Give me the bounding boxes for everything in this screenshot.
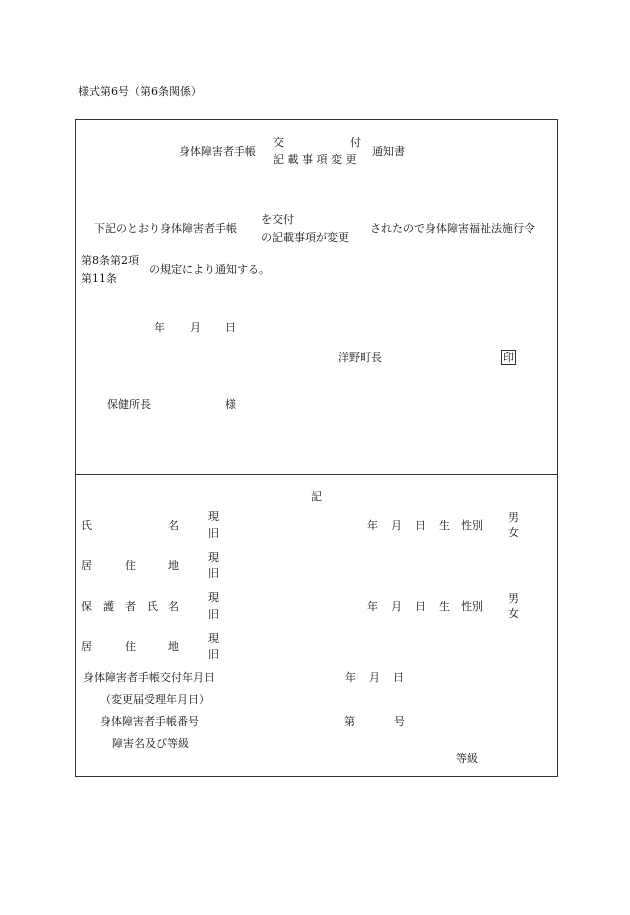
record-heading: 記 bbox=[311, 490, 322, 503]
body-option-issue: を交付 bbox=[261, 213, 294, 226]
guardian-sex-female: 女 bbox=[508, 607, 519, 620]
guardian-current-mark: 現 bbox=[208, 591, 219, 604]
title-option-issue-1: 交 bbox=[273, 136, 284, 149]
guardian-addr-label-1: 居 bbox=[81, 640, 92, 653]
date-month: 月 bbox=[190, 321, 201, 334]
guardian-former-mark: 旧 bbox=[208, 608, 219, 621]
title-prefix: 身体障害者手帳 bbox=[179, 145, 256, 158]
title-option-change: 記 載 事 項 変 更 bbox=[273, 153, 357, 166]
guardian-sex-label: 性別 bbox=[461, 600, 483, 613]
article-ref-2: 第11条 bbox=[81, 272, 117, 285]
guardian-birth-born: 生 bbox=[439, 600, 450, 613]
body-prefix: 下記のとおり身体障害者手帳 bbox=[94, 222, 237, 235]
number-suffix: 号 bbox=[394, 715, 405, 728]
birth-day: 日 bbox=[415, 519, 426, 532]
addr-label-1: 居 bbox=[81, 559, 92, 572]
issue-date-label: 身体障害者手帳交付年月日 bbox=[83, 671, 215, 684]
name-label-2: 名 bbox=[168, 519, 179, 532]
change-date-label: （変更届受理年月日） bbox=[100, 693, 210, 706]
seal-mark: 印 bbox=[503, 351, 514, 364]
guardian-addr-former-mark: 旧 bbox=[208, 648, 219, 661]
disability-label: 障害名及び等級 bbox=[112, 737, 189, 750]
name-label-1: 氏 bbox=[81, 519, 92, 532]
guardian-addr-current-mark: 現 bbox=[208, 632, 219, 645]
article-ref-1: 第8条第2項 bbox=[81, 254, 139, 267]
guardian-label-4: 氏 bbox=[147, 600, 158, 613]
issue-day: 日 bbox=[393, 671, 404, 684]
body-option-change: の記載事項が変更 bbox=[261, 231, 349, 244]
name-former-mark: 旧 bbox=[208, 527, 219, 540]
addr-current-mark: 現 bbox=[208, 551, 219, 564]
name-current-mark: 現 bbox=[208, 510, 219, 523]
grade-suffix: 等級 bbox=[456, 752, 478, 765]
issue-month: 月 bbox=[369, 671, 380, 684]
number-label: 身体障害者手帳番号 bbox=[100, 715, 199, 728]
article-suffix: の規定により通知する。 bbox=[149, 263, 270, 276]
addressee: 保健所長 bbox=[107, 398, 151, 411]
sex-label: 性別 bbox=[461, 519, 483, 532]
guardian-birth-year: 年 bbox=[367, 600, 378, 613]
number-prefix: 第 bbox=[344, 715, 355, 728]
issuer: 洋野町長 bbox=[338, 351, 382, 364]
guardian-label-3: 者 bbox=[125, 600, 136, 613]
date-day: 日 bbox=[225, 321, 236, 334]
addr-label-2: 住 bbox=[125, 559, 136, 572]
sex-female: 女 bbox=[508, 526, 519, 539]
birth-year: 年 bbox=[367, 519, 378, 532]
section-divider bbox=[75, 474, 558, 475]
title-option-issue-2: 付 bbox=[350, 136, 361, 149]
addr-former-mark: 旧 bbox=[208, 567, 219, 580]
guardian-addr-label-3: 地 bbox=[168, 640, 179, 653]
birth-born: 生 bbox=[439, 519, 450, 532]
form-id: 様式第6号（第6条関係） bbox=[78, 85, 202, 98]
honorific: 様 bbox=[225, 398, 236, 411]
addr-label-3: 地 bbox=[168, 559, 179, 572]
title-suffix: 通知書 bbox=[372, 145, 405, 158]
guardian-addr-label-2: 住 bbox=[125, 640, 136, 653]
sex-male: 男 bbox=[508, 511, 519, 524]
guardian-label-2: 護 bbox=[103, 600, 114, 613]
guardian-sex-male: 男 bbox=[508, 592, 519, 605]
guardian-birth-day: 日 bbox=[415, 600, 426, 613]
body-suffix: されたので身体障害福祉法施行令 bbox=[370, 222, 535, 235]
date-year: 年 bbox=[154, 321, 165, 334]
guardian-birth-month: 月 bbox=[391, 600, 402, 613]
birth-month: 月 bbox=[391, 519, 402, 532]
guardian-label-5: 名 bbox=[168, 600, 179, 613]
issue-year: 年 bbox=[345, 671, 356, 684]
guardian-label-1: 保 bbox=[81, 600, 92, 613]
